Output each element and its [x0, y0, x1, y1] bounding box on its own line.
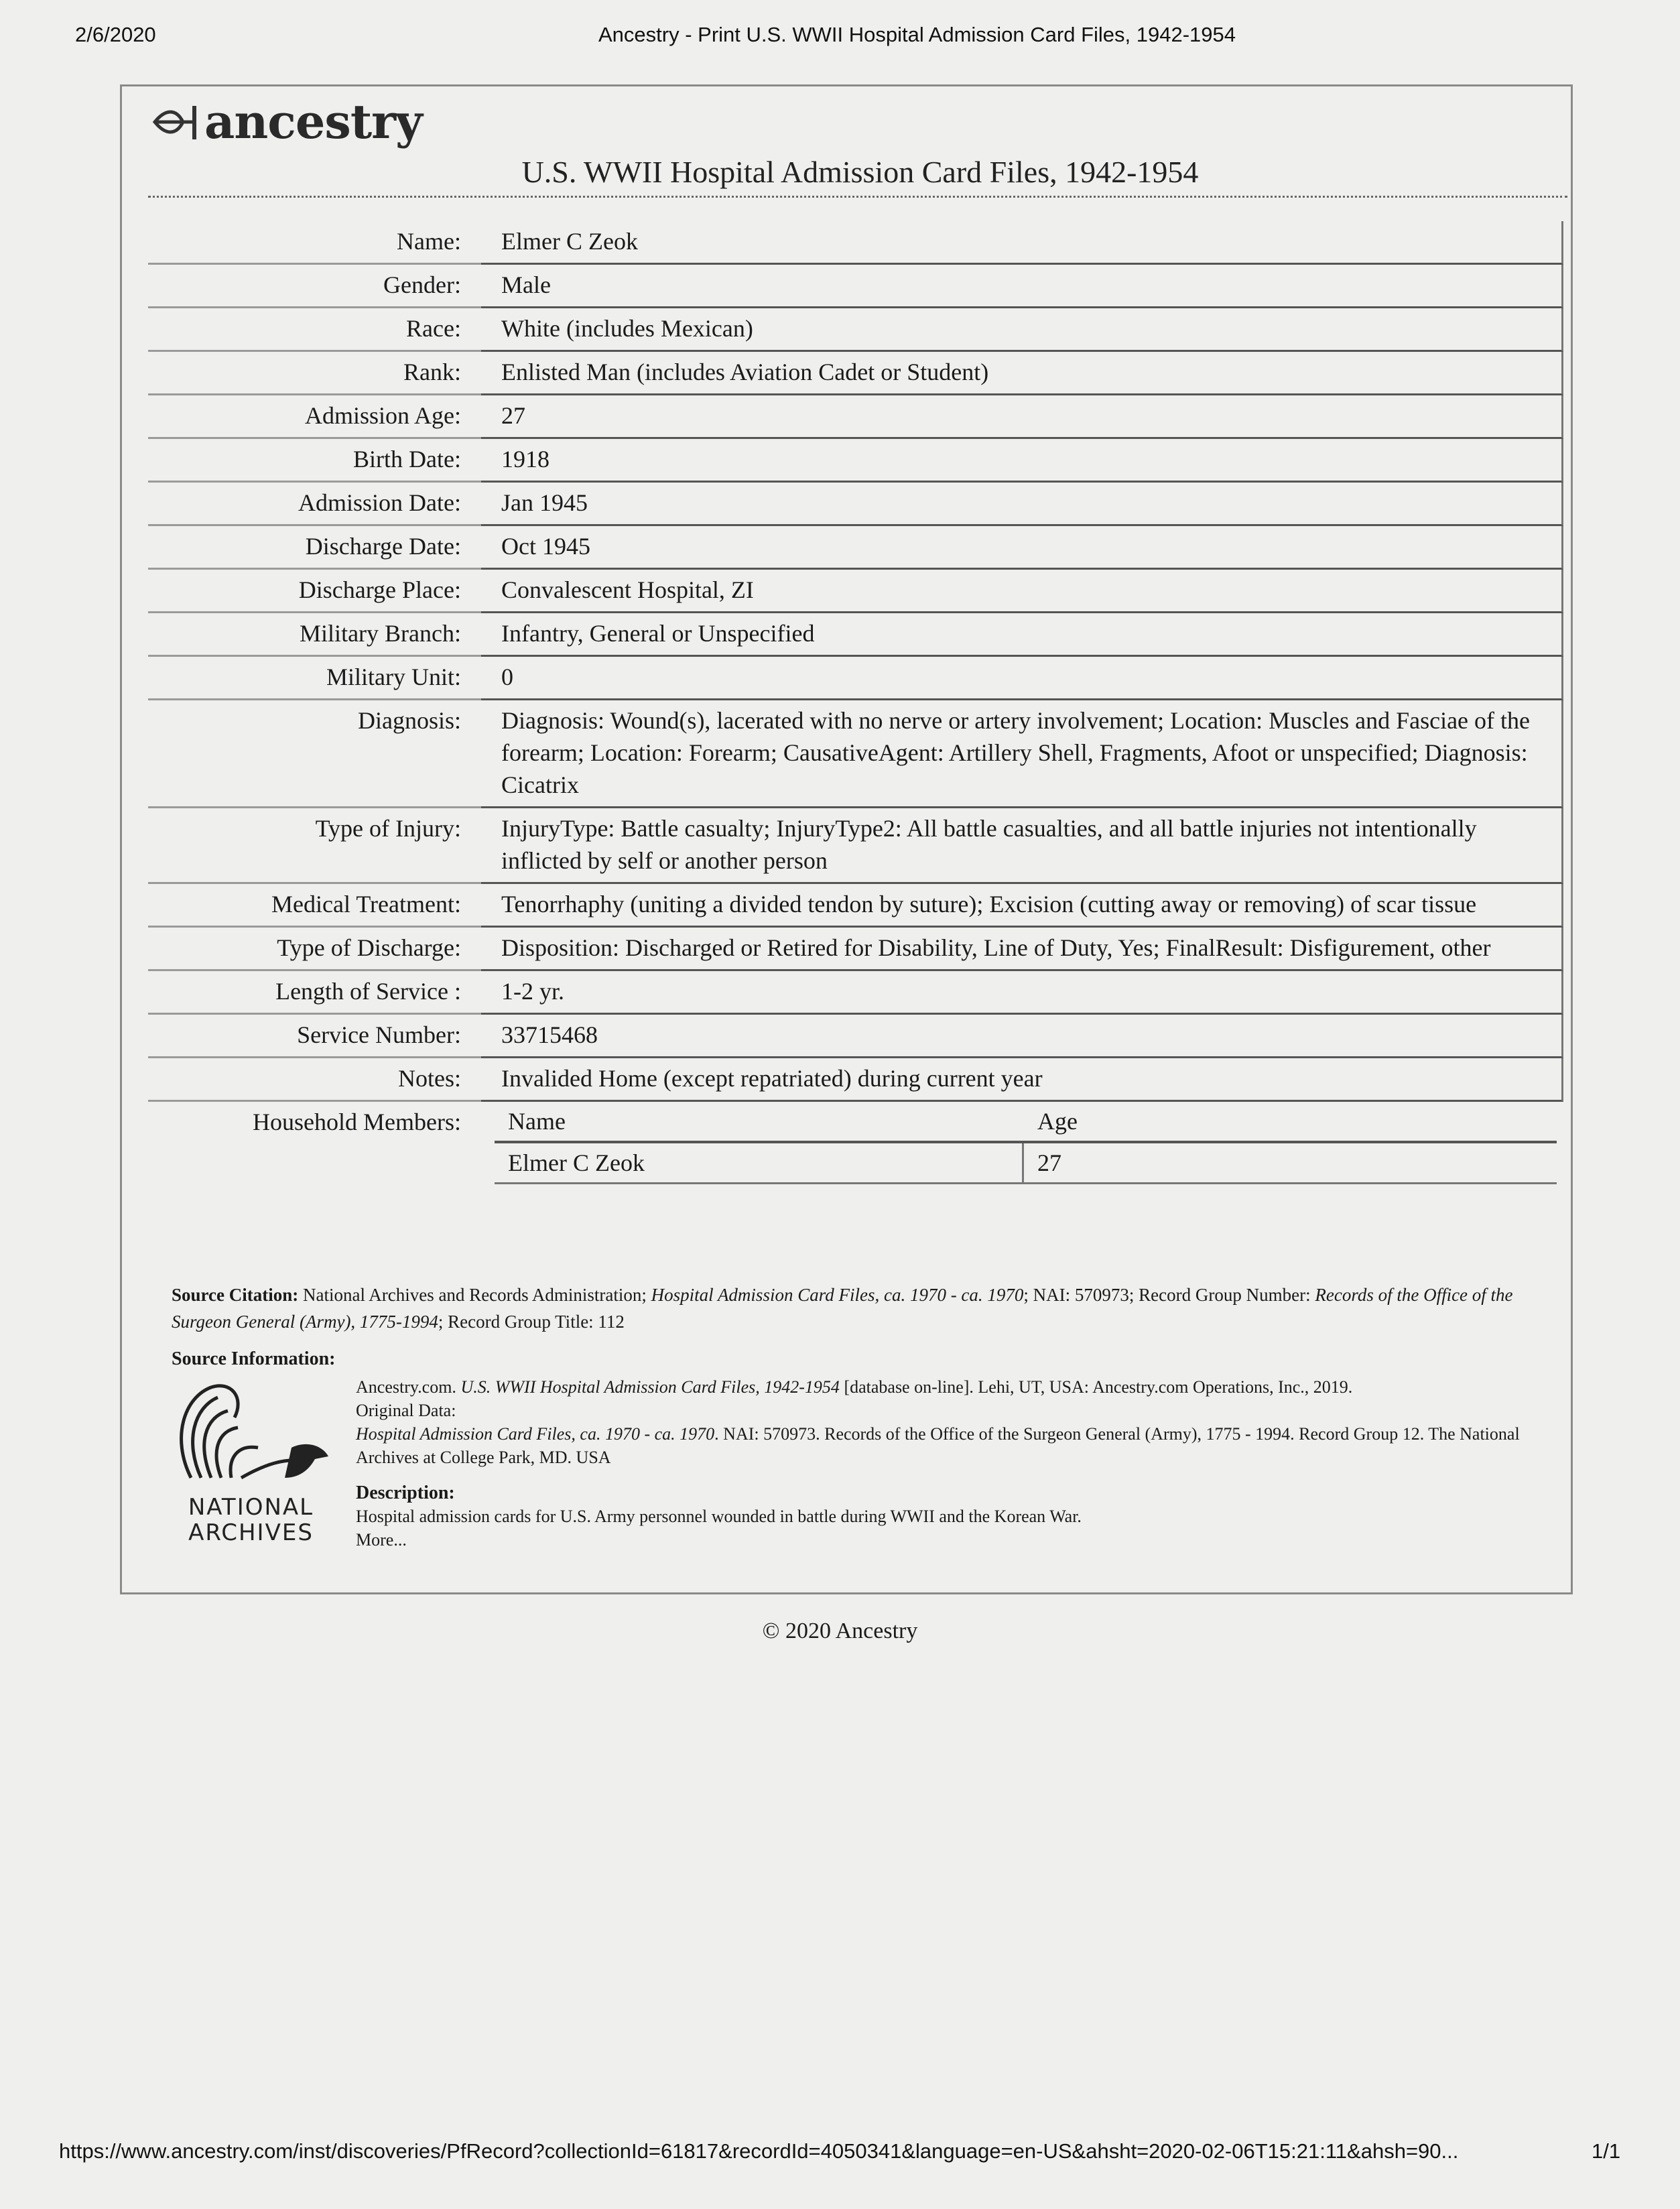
household-header-age: Age	[1024, 1102, 1557, 1143]
field-row	[148, 308, 1563, 352]
household-header-name: Name	[495, 1102, 1024, 1143]
ancestry-logo-text: ancestry	[204, 94, 422, 149]
record-fields	[148, 221, 1563, 1184]
source-text: Ancestry.com.	[356, 1377, 461, 1397]
field-row	[148, 700, 1563, 808]
field-value: Invalided Home (except repatriated) during current year	[481, 1058, 1563, 1102]
field-label: Gender:	[148, 265, 481, 308]
field-label: Length of Service :	[148, 971, 481, 1015]
field-label: Admission Date:	[148, 483, 481, 526]
copyright: © 2020 Ancestry	[762, 1619, 918, 1643]
source-text: [database on-line]. Lehi, UT, USA: Ancestry.com Operations, Inc., 2019.	[839, 1377, 1353, 1397]
citation-text: ; Record Group Title: 112	[438, 1312, 625, 1332]
field-row	[148, 570, 1563, 613]
print-title: Ancestry - Print U.S. WWII Hospital Admission Card Files, 1942-1954	[598, 23, 1236, 46]
field-label: Service Number:	[148, 1015, 481, 1058]
record-title: U.S. WWII Hospital Admission Card Files, 1942-1954	[521, 155, 1199, 189]
citation-text: ; NAI: 570973; Record Group Number:	[1023, 1285, 1315, 1305]
field-value: Disposition: Discharged or Retired for Disability, Line of Duty, Yes; FinalResult: Disfigurement, other	[481, 928, 1563, 971]
field-label: Birth Date:	[148, 439, 481, 483]
citation-text: Records of the Office of the Surgeon General (Army), 1775-1994	[172, 1285, 1513, 1332]
field-value: White (includes Mexican)	[481, 308, 1563, 352]
field-value: Elmer C Zeok	[481, 221, 1563, 265]
print-date: 2/6/2020	[75, 23, 156, 46]
source-text: Hospital Admission Card Files, ca. 1970 - ca. 1970	[356, 1424, 715, 1444]
field-row	[148, 808, 1563, 884]
field-value: Male	[481, 265, 1563, 308]
field-value: 33715468	[481, 1015, 1563, 1058]
source-database	[356, 1375, 1549, 1399]
source-information	[356, 1375, 1549, 1552]
field-row	[148, 221, 1563, 265]
field-label: Military Unit:	[148, 657, 481, 700]
field-label: Notes:	[148, 1058, 481, 1102]
citation-text: National Archives and Records Administration;	[303, 1285, 651, 1305]
source-citation	[172, 1281, 1532, 1335]
field-value: 1-2 yr.	[481, 971, 1563, 1015]
field-label: Medical Treatment:	[148, 884, 481, 928]
household-table	[481, 1102, 1563, 1184]
field-row	[148, 657, 1563, 700]
field-value: Tenorrhaphy (uniting a divided tendon by suture); Excision (cutting away or removing) of scar tissue	[481, 884, 1563, 928]
source-text: . NAI: 570973. Records of the Office of the Surgeon General (Army), 1775 - 1994. Record Group 12. The National Archives at College Park, MD. USA	[356, 1424, 1520, 1467]
field-value: InjuryType: Battle casualty; InjuryType2: All battle casualties, and all battle injuries not intentionally inflicted by self or another person	[481, 808, 1563, 884]
field-label: Race:	[148, 308, 481, 352]
field-row	[148, 526, 1563, 570]
household-row	[148, 1102, 1563, 1184]
field-row	[148, 884, 1563, 928]
field-row	[148, 928, 1563, 971]
eagle-icon	[171, 1377, 332, 1491]
field-value: 1918	[481, 439, 1563, 483]
field-label: Household Members:	[253, 1109, 461, 1135]
field-row	[148, 483, 1563, 526]
source-information-label: Source Information:	[172, 1348, 336, 1369]
field-value: Enlisted Man (includes Aviation Cadet or Student)	[481, 352, 1563, 395]
household-cell-name: Elmer C Zeok	[495, 1143, 1024, 1184]
field-label: Diagnosis:	[148, 700, 481, 808]
description-label: Description:	[356, 1482, 455, 1503]
field-label: Name:	[148, 221, 481, 265]
source-text: U.S. WWII Hospital Admission Card Files, 1942-1954	[460, 1377, 840, 1397]
field-label: Rank:	[148, 352, 481, 395]
na-logo-text-1: NATIONAL	[188, 1494, 314, 1521]
original-data-label: Original Data:	[356, 1401, 456, 1420]
divider	[148, 196, 1567, 198]
field-value: 27	[481, 395, 1563, 439]
field-row	[148, 613, 1563, 657]
field-label: Type of Discharge:	[148, 928, 481, 971]
page-number: 1/1	[1592, 2139, 1621, 2163]
field-row	[148, 1058, 1563, 1102]
ancestry-logo[interactable]	[152, 94, 422, 149]
field-value: Infantry, General or Unspecified	[481, 613, 1563, 657]
field-value: Oct 1945	[481, 526, 1563, 570]
field-row	[148, 971, 1563, 1015]
field-value: Jan 1945	[481, 483, 1563, 526]
field-row	[148, 439, 1563, 483]
na-logo-text-2: ARCHIVES	[188, 1519, 314, 1546]
source-citation-label: Source Citation:	[172, 1285, 299, 1305]
field-label: Admission Age:	[148, 395, 481, 439]
field-value: Convalescent Hospital, ZI	[481, 570, 1563, 613]
field-label: Type of Injury:	[148, 808, 481, 884]
field-value: Diagnosis: Wound(s), lacerated with no nerve or artery involvement; Location: Muscles and Fasciae of the forearm; Location: Forearm; CausativeAgent: Artillery Shell, Fragments, Afoot or unspecified; Diagnosis: Cicatrix	[481, 700, 1563, 808]
field-row	[148, 395, 1563, 439]
field-label: Discharge Place:	[148, 570, 481, 613]
field-label: Military Branch:	[148, 613, 481, 657]
household-cell-age: 27	[1024, 1143, 1557, 1184]
field-row	[148, 1015, 1563, 1058]
field-row	[148, 352, 1563, 395]
national-archives-logo	[169, 1377, 333, 1545]
leaf-icon	[152, 102, 200, 142]
description-text: Hospital admission cards for U.S. Army personnel wounded in battle during WWII and the Korean War.	[356, 1507, 1082, 1526]
citation-text: Hospital Admission Card Files, ca. 1970 - ca. 1970	[651, 1285, 1024, 1305]
field-row	[148, 265, 1563, 308]
original-data	[356, 1422, 1549, 1469]
more-link[interactable]: More...	[356, 1530, 407, 1550]
print-url: https://www.ancestry.com/inst/discoveries/PfRecord?collectionId=61817&recordId=4050341&language=en-US&ahsht=2020-02-06T15:21:11&ahsh=90...	[59, 2139, 1459, 2163]
field-label: Discharge Date:	[148, 526, 481, 570]
field-value: 0	[481, 657, 1563, 700]
